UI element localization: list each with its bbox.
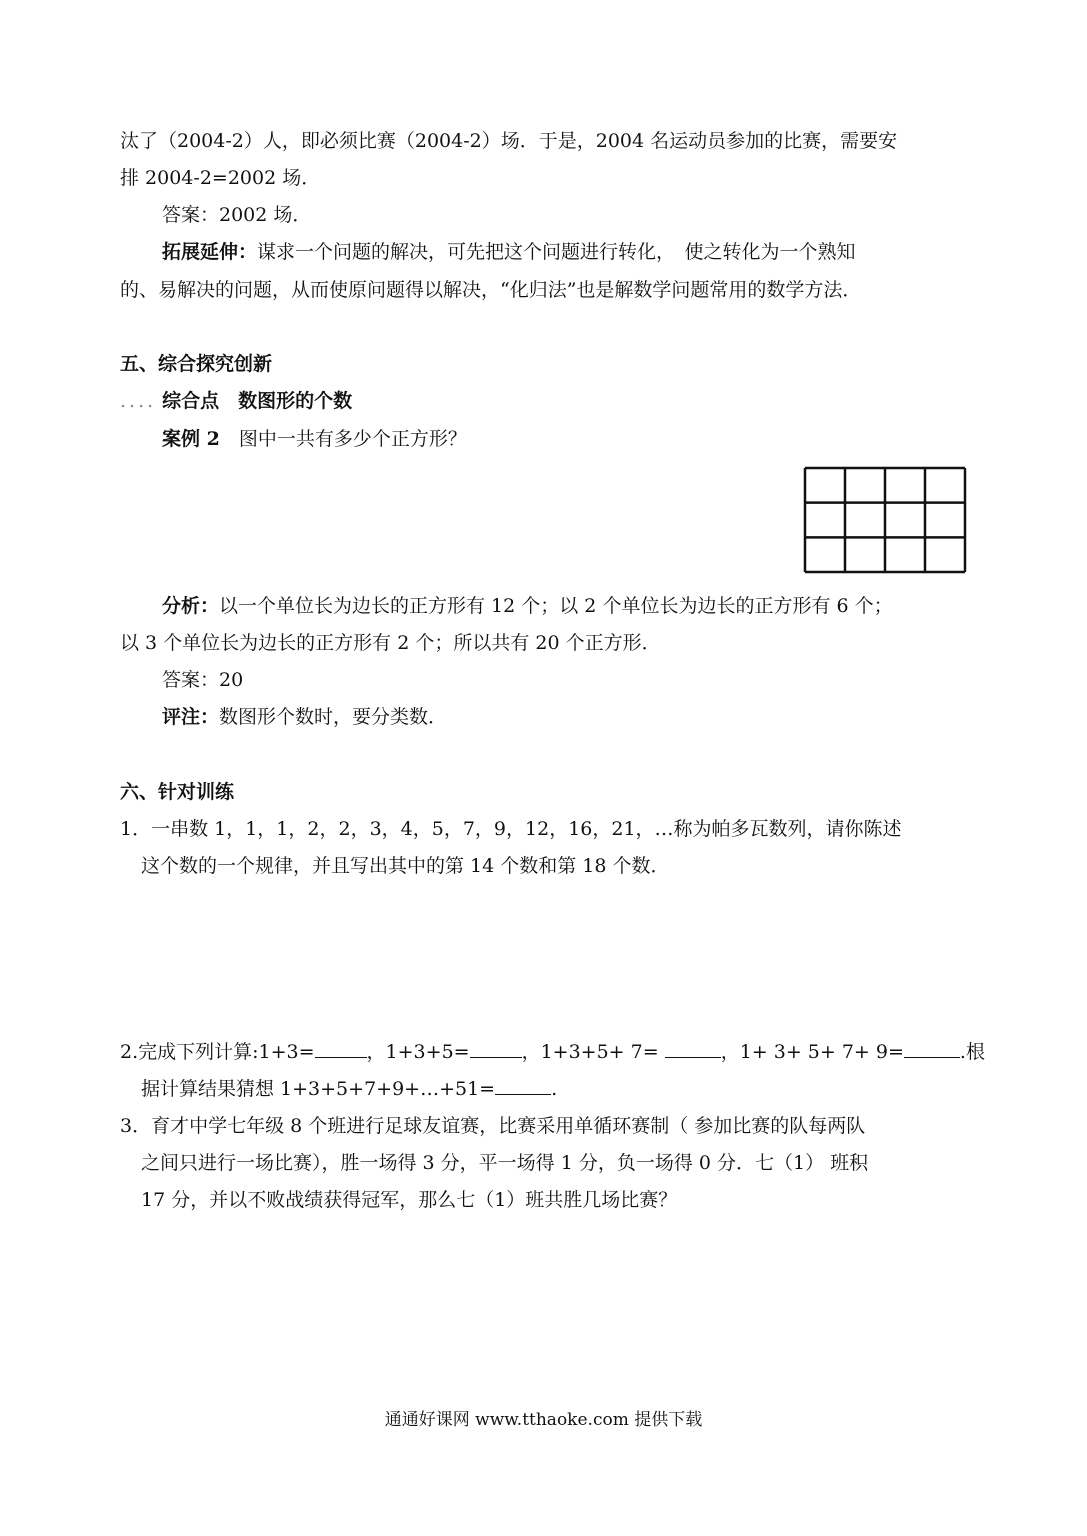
q2-part-b: ，1+3+5= xyxy=(366,1041,470,1063)
extension-line-2: 的、易解决的问题，从而使原问题得以解决，“化归法”也是解数学问题常用的数学方法． xyxy=(120,279,862,301)
q2-blank-5[interactable] xyxy=(495,1076,551,1095)
q2-blank-4[interactable] xyxy=(904,1039,960,1058)
question-3-line-1: 3．育才中学七年级 8 个班进行足球友谊赛，比赛采用单循环赛制（ 参加比赛的队每两队 xyxy=(120,1115,866,1137)
paragraph-1-line-2: 排 2004-2=2002 场． xyxy=(120,167,321,189)
analysis-line-1 xyxy=(162,593,970,619)
q2-line2-text: 据计算结果猜想 1+3+5+7+9+…+51= xyxy=(141,1078,496,1100)
analysis-label: 分析： xyxy=(162,595,220,617)
section-5-title: 五、综合探究创新 xyxy=(120,353,273,375)
case-label: 案例 2 xyxy=(162,428,220,450)
case-text: 图中一共有多少个正方形？ xyxy=(219,428,467,450)
q2-part-a: 2.完成下列计算:1+3= xyxy=(120,1041,315,1063)
case-2-question xyxy=(162,426,970,452)
analysis-text-1: 以一个单位长为边长的正方形有 12 个；以 2 个单位长为边长的正方形有 6 个； xyxy=(219,595,893,617)
comment-label: 评注： xyxy=(162,706,220,728)
question-1-line-1: 1．一串数 1，1，1，2，2，3，4，5，7，9，12，16，21，…称为帕多瓦数列，请你陈述 xyxy=(120,818,902,840)
comment-text: 数图形个数时，要分类数． xyxy=(219,706,448,728)
answer-1: 答案：2002 场． xyxy=(162,204,312,226)
section-6-title: 六、针对训练 xyxy=(120,781,235,803)
question-2-line-2 xyxy=(141,1076,970,1102)
extension-label: 拓展延伸： xyxy=(162,241,258,263)
question-3-line-3: 17 分，并以不败战绩获得冠军，那么七（1）班共胜几场比赛？ xyxy=(141,1189,678,1211)
comment-line xyxy=(162,704,970,730)
extension-line-1 xyxy=(162,239,970,265)
q2-part-e: .根 xyxy=(959,1041,985,1063)
q2-blank-3[interactable] xyxy=(665,1039,721,1058)
square-grid-figure xyxy=(803,466,967,574)
question-3-line-2: 之间只进行一场比赛），胜一场得 3 分，平一场得 1 分，负一场得 0 分．七（1） 班积 xyxy=(141,1152,869,1174)
q2-part-c: ，1+3+5+ 7= xyxy=(521,1041,659,1063)
extension-text-1: 谋求一个问题的解决，可先把这个问题进行转化， 使之转化为一个熟知 xyxy=(257,241,856,263)
analysis-line-2: 以 3 个单位长为边长的正方形有 2 个；所以共有 20 个正方形． xyxy=(120,632,661,654)
subtitle-text: 综合点 数图形的个数 xyxy=(162,390,353,412)
q2-blank-2[interactable] xyxy=(470,1039,522,1058)
q2-part-d: ，1+ 3+ 5+ 7+ 9= xyxy=(720,1041,904,1063)
paragraph-1-line-1: 汰了（2004-2）人，即必须比赛（2004-2）场．于是，2004 名运动员参加的比赛，需要安 xyxy=(120,130,898,152)
question-1-line-2: 这个数的一个规律，并且写出其中的第 14 个数和第 18 个数． xyxy=(141,855,670,877)
subtitle-dots: .... xyxy=(120,390,157,412)
question-2-line-1 xyxy=(120,1039,985,1065)
page-footer: 通通好课网 www.tthaoke.com 提供下载 xyxy=(384,1410,703,1430)
section-5-subtitle xyxy=(120,388,970,414)
q2-line2-end: . xyxy=(551,1078,558,1100)
q2-blank-1[interactable] xyxy=(315,1039,367,1058)
answer-2: 答案：20 xyxy=(162,669,244,691)
